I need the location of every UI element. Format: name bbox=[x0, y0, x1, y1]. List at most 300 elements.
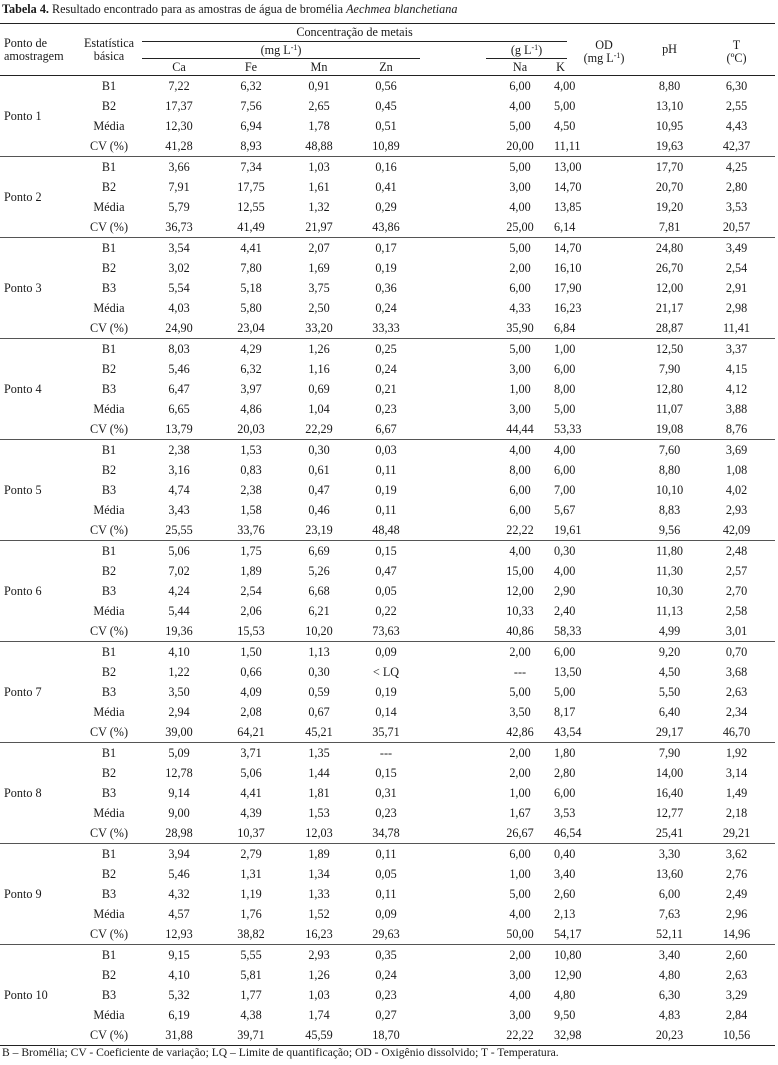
spacer-cell bbox=[567, 844, 641, 865]
cell-od: 13,60 bbox=[655, 867, 684, 881]
cell-k: 14,70 bbox=[554, 241, 582, 255]
cell-ph: 3,53 bbox=[725, 200, 748, 214]
cell-zn: 0,16 bbox=[375, 160, 397, 174]
cell-k: 32,98 bbox=[554, 1028, 582, 1042]
cell-k: 7,00 bbox=[554, 483, 576, 497]
header-col-k: K bbox=[556, 59, 565, 74]
cell-zn: 0,05 bbox=[375, 867, 397, 881]
header-col-zn: Zn bbox=[379, 59, 393, 74]
cell-stat: CV (%) bbox=[76, 419, 142, 440]
table-row bbox=[0, 318, 775, 339]
cell-na: 6,00 bbox=[509, 483, 531, 497]
cell-zn: 0,15 bbox=[375, 766, 397, 780]
cell-zn: < LQ bbox=[372, 665, 400, 679]
header-col-ca: Ca bbox=[172, 59, 186, 74]
spacer-cell bbox=[567, 642, 641, 663]
cell-fe: 1,75 bbox=[240, 544, 262, 558]
cell-od: 20,70 bbox=[655, 180, 684, 194]
ponto-label: Ponto 3 bbox=[0, 238, 76, 339]
table-row bbox=[0, 359, 775, 379]
cell-k: 8,00 bbox=[554, 382, 576, 396]
cell-stat: B1 bbox=[101, 160, 117, 174]
cell-zn: --- bbox=[379, 746, 393, 760]
table-row bbox=[0, 642, 775, 663]
cell-fe: 1,50 bbox=[240, 645, 262, 659]
cell-ph: 2,18 bbox=[725, 806, 748, 820]
spacer-cell bbox=[420, 96, 486, 116]
cell-zn: 6,67 bbox=[352, 419, 420, 440]
cell-fe: 20,03 bbox=[216, 419, 286, 440]
cell-stat: CV (%) bbox=[76, 217, 142, 238]
cell-fe: 4,41 bbox=[240, 786, 262, 800]
cell-mn: 0,69 bbox=[308, 382, 330, 396]
cell-k: 0,40 bbox=[554, 847, 576, 861]
cell-ph: 20,57 bbox=[698, 217, 775, 238]
spacer-cell bbox=[420, 561, 486, 581]
cell-k: 2,90 bbox=[554, 584, 576, 598]
spacer-cell bbox=[420, 116, 486, 136]
cell-stat: B1 bbox=[101, 746, 117, 760]
cell-fe: 7,56 bbox=[240, 99, 262, 113]
cell-ca: 6,19 bbox=[168, 1008, 190, 1022]
spacer-cell bbox=[420, 136, 486, 157]
cell-ph: 3,49 bbox=[725, 241, 748, 255]
cell-stat: B2 bbox=[101, 362, 117, 376]
cell-zn: 0,41 bbox=[375, 180, 397, 194]
cell-fe: 5,06 bbox=[240, 766, 262, 780]
cell-zn: 0,24 bbox=[375, 301, 397, 315]
cell-od: 11,30 bbox=[656, 564, 684, 578]
cell-ph: 10,56 bbox=[722, 1028, 751, 1042]
cell-mn: 0,59 bbox=[308, 685, 330, 699]
cell-ca: 3,54 bbox=[168, 241, 190, 255]
cell-stat: CV (%) bbox=[76, 823, 142, 844]
table-row bbox=[0, 177, 775, 197]
cell-stat: CV (%) bbox=[76, 924, 142, 945]
cell-na: 1,00 bbox=[509, 382, 531, 396]
spacer-cell bbox=[567, 116, 641, 136]
cell-na: 40,86 bbox=[486, 621, 554, 642]
cell-ph: 2,49 bbox=[725, 887, 748, 901]
cell-od: 19,63 bbox=[641, 136, 698, 157]
cell-na: 6,00 bbox=[509, 79, 531, 93]
spacer-cell bbox=[420, 500, 486, 520]
cell-ca: 3,16 bbox=[168, 463, 190, 477]
cell-stat: Média bbox=[93, 604, 125, 618]
header-ponto: Ponto de amostragem bbox=[4, 35, 64, 63]
cell-stat: Média bbox=[93, 402, 125, 416]
cell-k: 6,00 bbox=[554, 645, 576, 659]
cell-na: 4,00 bbox=[509, 99, 531, 113]
cell-na: 26,67 bbox=[486, 823, 554, 844]
cell-k: 4,80 bbox=[554, 988, 576, 1002]
table-row bbox=[0, 258, 775, 278]
cell-ph: 1,08 bbox=[725, 463, 748, 477]
cell-ca: 12,93 bbox=[142, 924, 216, 945]
header-col-na: Na bbox=[512, 59, 528, 74]
table-row bbox=[0, 682, 775, 702]
cell-od: 3,40 bbox=[658, 948, 681, 962]
cell-ca: 6,65 bbox=[168, 402, 190, 416]
spacer-cell bbox=[420, 642, 486, 663]
cell-zn: 0,05 bbox=[375, 584, 397, 598]
cell-fe: 1,89 bbox=[240, 564, 262, 578]
cell-zn: 43,86 bbox=[352, 217, 420, 238]
cell-na: 2,00 bbox=[509, 645, 531, 659]
cell-na: --- bbox=[513, 665, 527, 679]
table-row bbox=[0, 561, 775, 581]
cell-fe: 2,54 bbox=[240, 584, 262, 598]
spacer-cell bbox=[420, 197, 486, 217]
cell-na: 2,00 bbox=[509, 261, 531, 275]
cell-mn: 45,21 bbox=[286, 722, 352, 743]
cell-ca: 17,37 bbox=[165, 99, 193, 113]
cell-stat: CV (%) bbox=[76, 722, 142, 743]
spacer-cell bbox=[420, 339, 486, 360]
cell-k: 17,90 bbox=[554, 281, 582, 295]
cell-fe: 1,77 bbox=[240, 988, 262, 1002]
cell-ph: 1,49 bbox=[725, 786, 748, 800]
spacer-cell bbox=[420, 904, 486, 924]
cell-stat: B1 bbox=[101, 544, 117, 558]
spacer-cell bbox=[567, 682, 641, 702]
cell-mn: 0,61 bbox=[308, 463, 330, 477]
cell-k: 19,61 bbox=[554, 520, 567, 541]
cell-ph: 2,91 bbox=[725, 281, 748, 295]
cell-fe: 6,32 bbox=[240, 362, 262, 376]
cell-fe: 4,38 bbox=[240, 1008, 262, 1022]
table-row bbox=[0, 904, 775, 924]
table-row bbox=[0, 702, 775, 722]
table-row bbox=[0, 662, 775, 682]
cell-ca: 4,10 bbox=[168, 968, 190, 982]
ponto-label: Ponto 2 bbox=[0, 157, 76, 238]
cell-stat: B1 bbox=[101, 342, 117, 356]
cell-zn: 0,11 bbox=[375, 503, 397, 517]
spacer-cell bbox=[567, 985, 641, 1005]
spacer-cell bbox=[567, 884, 641, 904]
header-col-fe: Fe bbox=[244, 59, 258, 74]
cell-ph: 11,41 bbox=[698, 318, 775, 339]
cell-ph: 2,60 bbox=[725, 948, 748, 962]
cell-mn: 1,69 bbox=[308, 261, 330, 275]
cell-stat: B2 bbox=[101, 261, 117, 275]
table-row bbox=[0, 520, 775, 541]
cell-na: 1,67 bbox=[509, 806, 531, 820]
cell-k: 5,67 bbox=[554, 503, 576, 517]
cell-ph: 2,84 bbox=[725, 1008, 748, 1022]
cell-stat: B3 bbox=[101, 584, 117, 598]
cell-ca: 6,47 bbox=[168, 382, 190, 396]
cell-ph: 14,96 bbox=[698, 924, 775, 945]
cell-ca: 31,88 bbox=[165, 1028, 193, 1042]
table-row bbox=[0, 783, 775, 803]
cell-k: 3,40 bbox=[554, 867, 576, 881]
spacer-cell bbox=[420, 985, 486, 1005]
cell-fe: 4,86 bbox=[240, 402, 262, 416]
cell-zn: 73,63 bbox=[352, 621, 420, 642]
cell-k: 16,23 bbox=[554, 301, 582, 315]
header-col-mn: Mn bbox=[310, 59, 328, 74]
spacer-cell bbox=[420, 884, 486, 904]
cell-ca: 4,57 bbox=[168, 907, 190, 921]
cell-fe: 15,53 bbox=[216, 621, 286, 642]
cell-ph: 2,48 bbox=[725, 544, 748, 558]
cell-ph: 3,62 bbox=[725, 847, 748, 861]
table-row bbox=[0, 440, 775, 461]
cell-zn: 0,23 bbox=[375, 402, 397, 416]
spacer-cell bbox=[420, 177, 486, 197]
cell-zn: 0,27 bbox=[375, 1008, 397, 1022]
cell-zn: 10,89 bbox=[352, 136, 420, 157]
cell-k: 13,50 bbox=[554, 665, 582, 679]
spacer-cell bbox=[420, 965, 486, 985]
cell-na: 4,00 bbox=[509, 443, 531, 457]
cell-stat: Média bbox=[93, 1008, 125, 1022]
cell-ph: 2,63 bbox=[725, 968, 748, 982]
cell-fe: 1,53 bbox=[240, 443, 262, 457]
cell-stat: B3 bbox=[101, 685, 117, 699]
table-row bbox=[0, 339, 775, 360]
cell-fe: 38,82 bbox=[216, 924, 286, 945]
cell-ph: 8,76 bbox=[698, 419, 775, 440]
cell-stat: Média bbox=[93, 907, 125, 921]
cell-mn: 6,69 bbox=[308, 544, 330, 558]
cell-na: 1,00 bbox=[509, 867, 531, 881]
cell-mn: 10,20 bbox=[286, 621, 352, 642]
cell-na: 5,00 bbox=[509, 160, 531, 174]
spacer-cell bbox=[567, 904, 641, 924]
cell-od: 8,83 bbox=[658, 503, 681, 517]
cell-mn: 3,75 bbox=[308, 281, 330, 295]
cell-od: 9,56 bbox=[641, 520, 698, 541]
cell-mn: 1,52 bbox=[308, 907, 330, 921]
cell-k: 5,00 bbox=[554, 99, 576, 113]
cell-zn: 0,11 bbox=[375, 463, 397, 477]
cell-od: 12,80 bbox=[655, 382, 684, 396]
cell-od: 52,11 bbox=[641, 924, 698, 945]
cell-od: 10,10 bbox=[655, 483, 684, 497]
cell-k: 1,80 bbox=[554, 746, 576, 760]
cell-ph: 42,09 bbox=[698, 520, 775, 541]
cell-ca: 39,00 bbox=[142, 722, 216, 743]
cell-na: 3,00 bbox=[509, 968, 531, 982]
cell-ca: 36,73 bbox=[142, 217, 216, 238]
cell-ph: 6,30 bbox=[725, 79, 748, 93]
cell-od: 25,41 bbox=[641, 823, 698, 844]
spacer-cell bbox=[567, 763, 641, 783]
cell-zn: 0,03 bbox=[375, 443, 397, 457]
cell-ph: 3,69 bbox=[725, 443, 748, 457]
cell-stat: B3 bbox=[101, 786, 117, 800]
spacer-cell bbox=[420, 278, 486, 298]
spacer-cell bbox=[420, 440, 486, 461]
cell-k: 16,10 bbox=[554, 261, 582, 275]
cell-na: 4,33 bbox=[509, 301, 531, 315]
cell-mn: 1,33 bbox=[308, 887, 330, 901]
spacer-cell bbox=[420, 1005, 486, 1025]
cell-ca: 3,43 bbox=[168, 503, 190, 517]
cell-ca: 5,44 bbox=[168, 604, 190, 618]
cell-mn: 1,32 bbox=[308, 200, 330, 214]
spacer-cell bbox=[567, 1005, 641, 1025]
cell-ca: 4,03 bbox=[168, 301, 190, 315]
spacer-cell bbox=[420, 924, 486, 945]
cell-zn: 0,17 bbox=[375, 241, 397, 255]
cell-mn: 16,23 bbox=[286, 924, 352, 945]
ponto-label: Ponto 7 bbox=[0, 642, 76, 743]
cell-ph: 2,76 bbox=[725, 867, 748, 881]
ponto-label: Ponto 8 bbox=[0, 743, 76, 844]
table-row bbox=[0, 197, 775, 217]
spacer-cell bbox=[567, 76, 641, 97]
cell-stat: CV (%) bbox=[76, 318, 142, 339]
table-row bbox=[0, 136, 775, 157]
spacer-cell bbox=[420, 359, 486, 379]
cell-na: 25,00 bbox=[486, 217, 554, 238]
table-row bbox=[0, 278, 775, 298]
cell-mn: 1,16 bbox=[308, 362, 330, 376]
cell-fe: 1,58 bbox=[240, 503, 262, 517]
spacer-cell bbox=[567, 803, 641, 823]
cell-stat: B1 bbox=[101, 241, 117, 255]
cell-fe: 3,71 bbox=[240, 746, 262, 760]
cell-na: 8,00 bbox=[509, 463, 531, 477]
cell-stat: CV (%) bbox=[76, 621, 142, 642]
cell-mn: 1,03 bbox=[308, 988, 330, 1002]
cell-zn: 0,14 bbox=[375, 705, 397, 719]
cell-ph: 4,02 bbox=[725, 483, 748, 497]
cell-od: 14,00 bbox=[655, 766, 684, 780]
table-row bbox=[0, 924, 775, 945]
table-row bbox=[0, 945, 775, 966]
cell-stat: Média bbox=[93, 705, 125, 719]
cell-mn: 45,59 bbox=[305, 1028, 333, 1042]
cell-ph: 4,15 bbox=[725, 362, 748, 376]
cell-ca: 5,46 bbox=[168, 362, 190, 376]
spacer-cell bbox=[567, 217, 641, 238]
cell-ca: 7,22 bbox=[168, 79, 190, 93]
cell-mn: 2,93 bbox=[308, 948, 330, 962]
cell-mn: 1,26 bbox=[308, 342, 330, 356]
cell-od: 10,95 bbox=[655, 119, 684, 133]
cell-od: 12,00 bbox=[655, 281, 684, 295]
cell-ca: 19,36 bbox=[142, 621, 216, 642]
cell-fe: 1,19 bbox=[240, 887, 262, 901]
spacer-cell bbox=[420, 298, 486, 318]
cell-od: 20,23 bbox=[655, 1028, 684, 1042]
spacer-cell bbox=[567, 702, 641, 722]
cell-fe: 4,09 bbox=[240, 685, 262, 699]
cell-k: 8,17 bbox=[554, 705, 576, 719]
cell-ca: 4,74 bbox=[168, 483, 190, 497]
cell-zn: 34,78 bbox=[352, 823, 420, 844]
spacer-cell bbox=[420, 662, 486, 682]
spacer-cell bbox=[567, 440, 641, 461]
table-row bbox=[0, 460, 775, 480]
cell-ph: 4,12 bbox=[725, 382, 748, 396]
cell-fe: 6,32 bbox=[240, 79, 262, 93]
cell-na: 1,00 bbox=[509, 786, 531, 800]
ponto-label: Ponto 1 bbox=[0, 76, 76, 157]
cell-zn: 0,21 bbox=[375, 382, 397, 396]
spacer-cell bbox=[420, 864, 486, 884]
table-row bbox=[0, 1025, 775, 1046]
cell-fe: 39,71 bbox=[237, 1028, 265, 1042]
cell-na: 4,00 bbox=[509, 907, 531, 921]
cell-mn: 2,65 bbox=[308, 99, 330, 113]
cell-ca: 12,30 bbox=[165, 119, 193, 133]
cell-od: 19,08 bbox=[641, 419, 698, 440]
cell-mn: 0,91 bbox=[308, 79, 330, 93]
cell-na: 6,00 bbox=[509, 281, 531, 295]
header-unit-mg: (mg $L^{-1}$) bbox=[142, 42, 420, 59]
cell-stat: CV (%) bbox=[89, 1028, 129, 1042]
cell-ph: 3,68 bbox=[725, 665, 748, 679]
cell-stat: CV (%) bbox=[76, 520, 142, 541]
cell-od: 7,90 bbox=[658, 362, 681, 376]
cell-od: 7,90 bbox=[658, 746, 681, 760]
cell-fe: 5,81 bbox=[240, 968, 262, 982]
cell-fe: 2,38 bbox=[240, 483, 262, 497]
cell-ph: 3,88 bbox=[725, 402, 748, 416]
cell-ca: 1,22 bbox=[168, 665, 190, 679]
cell-na: 2,00 bbox=[509, 948, 531, 962]
cell-ca: 4,24 bbox=[168, 584, 190, 598]
cell-stat: Média bbox=[93, 806, 125, 820]
cell-fe: 0,66 bbox=[240, 665, 262, 679]
cell-na: 5,00 bbox=[509, 342, 531, 356]
cell-na: 12,00 bbox=[506, 584, 534, 598]
cell-stat: B1 bbox=[101, 645, 117, 659]
cell-stat: B3 bbox=[101, 483, 117, 497]
cell-od: 21,17 bbox=[655, 301, 684, 315]
cell-mn: 23,19 bbox=[286, 520, 352, 541]
cell-zn: 0,11 bbox=[375, 887, 397, 901]
cell-stat: B3 bbox=[101, 887, 117, 901]
cell-od: 24,80 bbox=[655, 241, 684, 255]
cell-ca: 5,54 bbox=[168, 281, 190, 295]
cell-zn: 0,11 bbox=[375, 847, 397, 861]
cell-fe: 33,76 bbox=[216, 520, 286, 541]
cell-ph: 2,70 bbox=[725, 584, 748, 598]
cell-fe: 4,29 bbox=[240, 342, 262, 356]
table-row bbox=[0, 379, 775, 399]
cell-mn: 6,21 bbox=[308, 604, 330, 618]
spacer-cell bbox=[420, 783, 486, 803]
caption-text: Resultado encontrado para as amostras de água de bromélia bbox=[48, 2, 347, 16]
cell-ph: 2,55 bbox=[725, 99, 748, 113]
cell-na: 5,00 bbox=[509, 685, 531, 699]
cell-od: 7,60 bbox=[658, 443, 681, 457]
cell-mn: 1,81 bbox=[308, 786, 330, 800]
cell-mn: 1,44 bbox=[308, 766, 330, 780]
cell-na: 5,00 bbox=[509, 241, 531, 255]
cell-k: 11,11 bbox=[554, 136, 567, 157]
cell-na: 6,00 bbox=[509, 847, 531, 861]
cell-od: 7,63 bbox=[658, 907, 681, 921]
cell-ph: 2,63 bbox=[725, 685, 748, 699]
cell-zn: 0,09 bbox=[375, 907, 397, 921]
cell-od: 6,30 bbox=[658, 988, 681, 1002]
cell-k: 4,50 bbox=[554, 119, 576, 133]
table-row bbox=[0, 96, 775, 116]
cell-k: 5,00 bbox=[554, 402, 576, 416]
cell-ca: 5,32 bbox=[168, 988, 190, 1002]
cell-fe: 64,21 bbox=[216, 722, 286, 743]
cell-od: 4,99 bbox=[641, 621, 698, 642]
table-row bbox=[0, 743, 775, 764]
